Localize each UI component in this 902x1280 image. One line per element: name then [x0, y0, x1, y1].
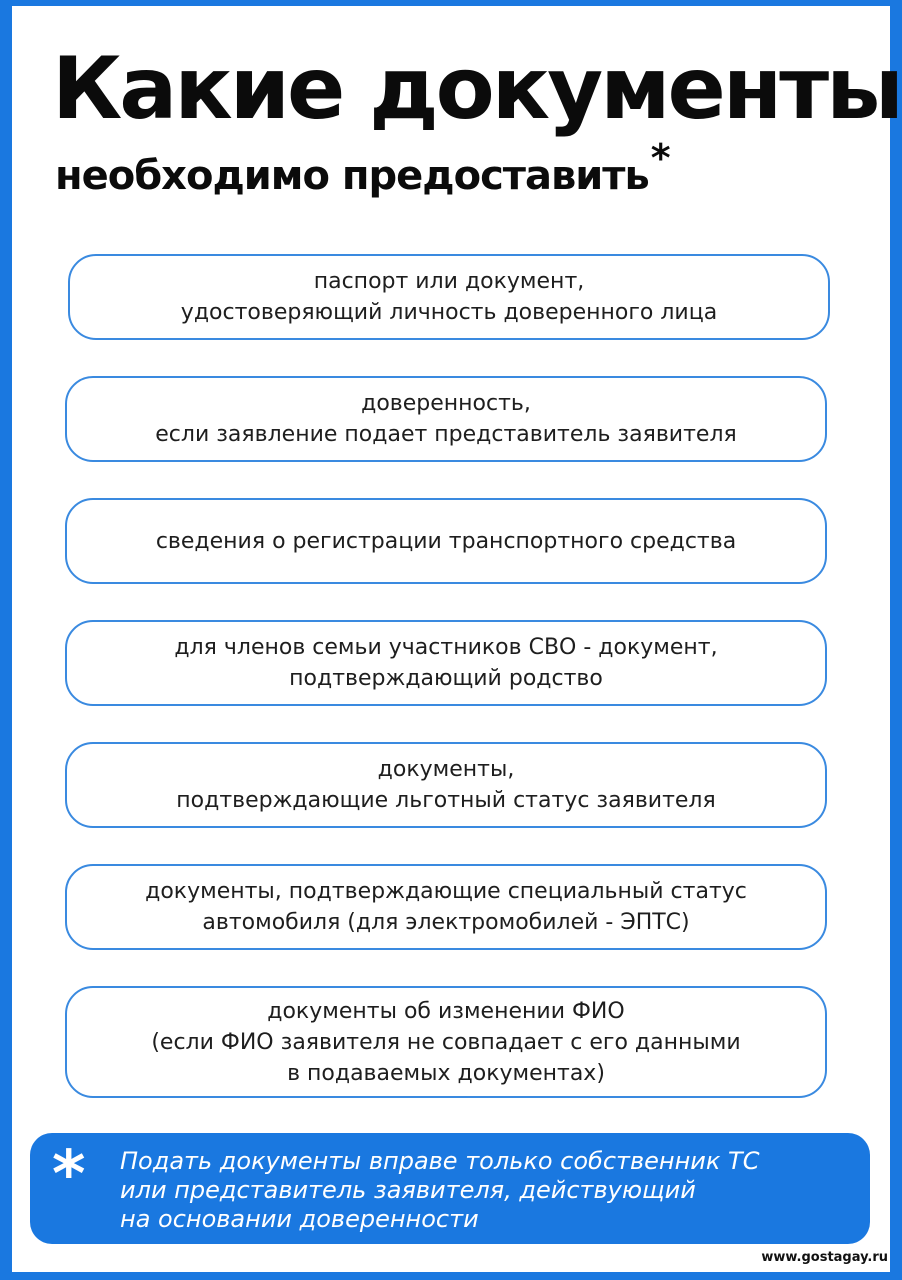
- footnote-box: [30, 1133, 870, 1244]
- document-item-power-of-attorney: доверенность, если заявление подает представитель заявителя: [65, 376, 827, 462]
- document-item-passport: паспорт или документ, удостоверяющий личность доверенного лица: [68, 254, 830, 340]
- footnote-text: Подать документы вправе только собственник ТС или представитель заявителя, действующий на основании доверенности: [120, 1147, 760, 1233]
- watermark-url: www.gostagay.ru: [761, 1250, 888, 1265]
- document-item-kinship: для членов семьи участников СВО - документ, подтверждающий родство: [65, 620, 827, 706]
- document-item-vehicle-registration: сведения о регистрации транспортного средства: [65, 498, 827, 584]
- asterisk-icon: *: [52, 1138, 86, 1212]
- page-subtitle: [55, 136, 670, 200]
- page-title: Какие документы: [52, 39, 901, 139]
- document-item-benefit-status: документы, подтверждающие льготный статус заявителя: [65, 742, 827, 828]
- subtitle-text: необходимо предоставить: [55, 153, 649, 199]
- document-item-vehicle-status: документы, подтверждающие специальный статус автомобиля (для электромобилей - ЭПТС): [65, 864, 827, 950]
- document-item-name-change: документы об изменении ФИО (если ФИО заявителя не совпадает с его данными в подаваемых документах): [65, 986, 827, 1098]
- subtitle-asterisk: *: [650, 136, 670, 180]
